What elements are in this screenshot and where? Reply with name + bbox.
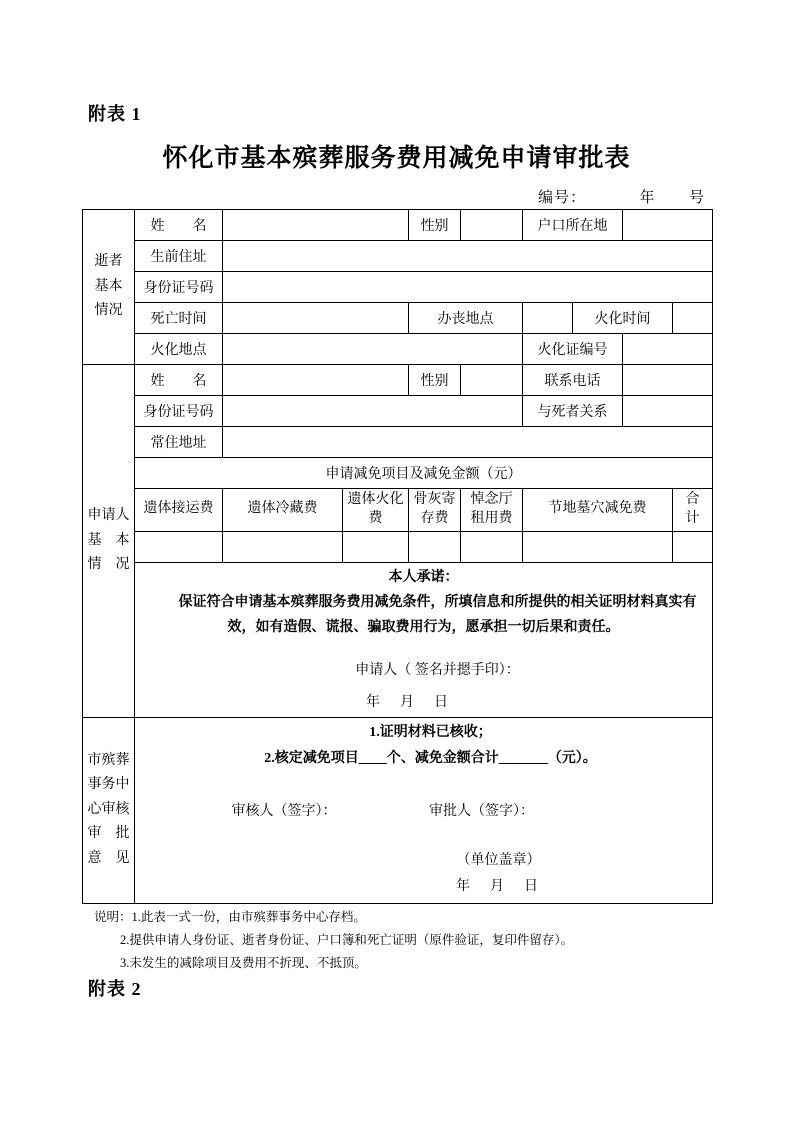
deceased-address-label: 生前住址 (135, 241, 223, 272)
fee-col-4: 悼念厅租用费 (461, 489, 523, 532)
review-signature-row (139, 799, 708, 826)
reviewer-signature-label[interactable]: 审核人（签字）： (231, 803, 337, 819)
review-date-label[interactable]: 年 月 日 (456, 879, 541, 895)
funeral-place-label: 办丧地点 (409, 303, 523, 334)
deceased-id-label: 身份证号码 (135, 272, 223, 303)
deceased-gender-label: 性别 (409, 210, 461, 241)
page-title: 怀化市基本殡葬服务费用减免申请审批表 (162, 145, 631, 172)
serial-prefix: 编号： (537, 190, 586, 206)
cremation-cert-field[interactable] (623, 334, 713, 365)
table-row (83, 241, 713, 272)
promise-body: 保证符合申请基本殡葬服务费用减免条件，所填信息和所提供的相关证明材料真实有效，如有造假、谎报、骗取费用行为，愿承担一切后果和责任。 (178, 594, 697, 636)
table-row (83, 427, 713, 458)
fee-col-2: 遗体火化费 (343, 489, 409, 532)
table-row (83, 272, 713, 303)
applicant-address-label: 常住地址 (135, 427, 223, 458)
table-row (83, 303, 713, 334)
attachment-label-1: 附表 1 (88, 104, 142, 124)
cremation-time-label: 火化时间 (573, 303, 673, 334)
note-item-1: 2.提供申请人身份证、逝者身份证、户口簿和死亡证明（原件验证，复印件留存）。 (120, 933, 574, 948)
serial-number: 号 (688, 190, 705, 206)
note-item-2: 3.未发生的减除项目及费用不折现、不抵顶。 (120, 956, 367, 971)
table-row (83, 458, 713, 489)
table-row (83, 717, 713, 903)
fee-col-6: 合 计 (673, 489, 713, 532)
applicant-phone-label: 联系电话 (523, 365, 623, 396)
table-row (83, 489, 713, 532)
fee-col-5: 节地墓穴减免费 (523, 489, 673, 532)
section-label-review: 市殡葬 事务中 心审核 审 批 意 见 (83, 717, 135, 903)
deceased-gender-field[interactable] (461, 210, 523, 241)
review-line-2[interactable]: 2.核定减免项目____个、减免金额合计_______（元）。 (264, 751, 597, 767)
promise-date-label[interactable]: 年 月 日 (366, 694, 451, 710)
fee-value-2[interactable] (343, 531, 409, 562)
promise-heading: 本人承诺： (388, 569, 459, 585)
notes-title: 说明： (94, 910, 132, 924)
table-row (83, 334, 713, 365)
serial-number-line (538, 186, 705, 207)
promise-cell (135, 562, 713, 717)
table-row (83, 210, 713, 241)
applicant-address-field[interactable] (223, 427, 713, 458)
fee-section-title: 申请减免项目及减免金额（元） (135, 458, 713, 489)
fee-value-4[interactable] (461, 531, 523, 562)
fee-value-0[interactable] (135, 531, 223, 562)
applicant-relation-field[interactable] (623, 396, 713, 427)
table-row (83, 365, 713, 396)
review-cell (135, 717, 713, 903)
applicant-name-label: 姓 名 (135, 365, 223, 396)
cremation-place-field[interactable] (223, 334, 523, 365)
table-row (83, 396, 713, 427)
applicant-relation-label: 与死者关系 (523, 396, 623, 427)
deceased-name-field[interactable] (223, 210, 409, 241)
applicant-id-label: 身份证号码 (135, 396, 223, 427)
deceased-household-field[interactable] (623, 210, 713, 241)
deceased-address-field[interactable] (223, 241, 713, 272)
death-time-label: 死亡时间 (135, 303, 223, 334)
seal-label: （单位盖章） (456, 852, 541, 868)
applicant-gender-field[interactable] (461, 365, 523, 396)
deceased-name-label: 姓 名 (135, 210, 223, 241)
application-form-table (82, 209, 713, 904)
deceased-id-field[interactable] (223, 272, 713, 303)
applicant-gender-label: 性别 (409, 365, 461, 396)
applicant-phone-field[interactable] (623, 365, 713, 396)
notes-block (94, 906, 734, 975)
cremation-place-label: 火化地点 (135, 334, 223, 365)
section-label-applicant: 申请人 基 本 情 况 (83, 365, 135, 718)
promise-signature-label[interactable]: 申请人（ 签名并摁手印）： (355, 663, 520, 679)
attachment-label-2: 附表 2 (88, 979, 142, 999)
note-line-1 (94, 906, 734, 929)
note-item-0: 1.此表一式一份，由市殡葬事务中心存档。 (131, 910, 366, 924)
deceased-household-label: 户口所在地 (523, 210, 623, 241)
review-line-1: 1.证明材料已核收； (369, 724, 492, 740)
fee-value-5[interactable] (523, 531, 673, 562)
fee-value-6[interactable] (673, 531, 713, 562)
applicant-id-field[interactable] (223, 396, 523, 427)
fee-value-3[interactable] (409, 531, 461, 562)
table-row (83, 562, 713, 717)
fee-col-3: 骨灰寄存费 (409, 489, 461, 532)
cremation-time-field[interactable] (673, 303, 713, 334)
serial-year: 年 (639, 190, 656, 206)
death-time-field[interactable] (223, 303, 409, 334)
table-row (83, 531, 713, 562)
fee-col-1: 遗体冷藏费 (223, 489, 343, 532)
fee-value-1[interactable] (223, 531, 343, 562)
section-label-deceased: 逝者 基本 情况 (83, 210, 135, 365)
cremation-cert-label: 火化证编号 (523, 334, 623, 365)
applicant-name-field[interactable] (223, 365, 409, 396)
funeral-place-field[interactable] (523, 303, 573, 334)
approver-signature-label[interactable]: 审批人（签字）： (429, 803, 534, 819)
fee-col-0: 遗体接运费 (135, 489, 223, 532)
